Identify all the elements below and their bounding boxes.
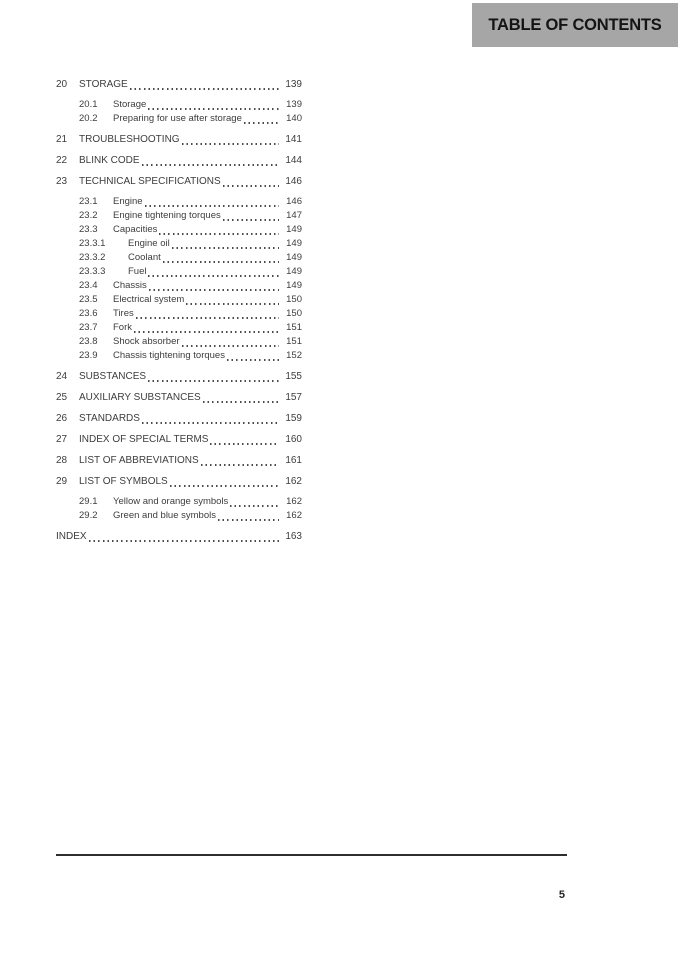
toc-entry <box>56 78 302 92</box>
toc-leader-dots <box>227 359 279 361</box>
toc-entry <box>56 237 302 251</box>
toc-entry-page: 139 <box>286 99 302 110</box>
toc-leader-dots <box>186 303 279 305</box>
toc-leader-dots <box>145 205 279 207</box>
toc-entry-page: 162 <box>286 496 302 507</box>
toc-entry-page: 146 <box>286 196 302 207</box>
toc-entry <box>56 195 302 209</box>
toc-leader-dots <box>223 219 279 221</box>
toc-entry-number: 20.1 <box>79 99 98 110</box>
toc-entry-title: Storage <box>113 99 147 110</box>
toc-entry <box>56 307 302 321</box>
toc-entry-number: 26 <box>56 413 68 424</box>
toc-leader-dots <box>130 88 279 90</box>
toc-entry-number: 29.1 <box>79 496 98 507</box>
toc-entry-page: 140 <box>286 113 302 124</box>
toc-entry-title: STANDARDS <box>79 413 140 424</box>
toc-entry-title: AUXILIARY SUBSTANCES <box>79 392 201 403</box>
toc-entry-page: 147 <box>286 210 302 221</box>
toc-entry <box>56 175 302 189</box>
toc-entry <box>56 293 302 307</box>
toc-entry-number: 23.3 <box>79 224 98 235</box>
toc-entry <box>56 98 302 112</box>
toc-leader-dots <box>159 233 279 235</box>
toc-entry-number: 23.3.2 <box>79 252 106 263</box>
toc-entry-number: 25 <box>56 392 68 403</box>
toc-entry-page: 161 <box>285 455 302 466</box>
toc-entry-page: 159 <box>285 413 302 424</box>
toc-entry-title: Engine <box>113 196 143 207</box>
toc-entry-title: Engine oil <box>128 238 170 249</box>
toc-entry-page: 162 <box>286 510 302 521</box>
toc-entry-title: Tires <box>113 308 134 319</box>
toc-entry-number: 20.2 <box>79 113 98 124</box>
toc-entry-number: 27 <box>56 434 68 445</box>
toc-entry-number: 23.4 <box>79 280 98 291</box>
toc-entry-number: 23.2 <box>79 210 98 221</box>
toc-entry-page: 152 <box>286 350 302 361</box>
toc-entry <box>56 209 302 223</box>
toc-entry-number: 23.3.3 <box>79 266 106 277</box>
toc-leader-dots <box>149 289 279 291</box>
toc-leader-dots <box>172 247 279 249</box>
toc-entry-number: 24 <box>56 371 68 382</box>
toc-entry-page: 157 <box>285 392 302 403</box>
toc-entry-title: Fork <box>113 322 132 333</box>
toc-entry-page: 149 <box>286 280 302 291</box>
toc-entry-title: TECHNICAL SPECIFICATIONS <box>79 176 221 187</box>
toc-entry <box>56 391 302 405</box>
page-title: TABLE OF CONTENTS <box>488 15 662 34</box>
toc-entry <box>56 321 302 335</box>
toc-leader-dots <box>142 164 279 166</box>
toc-list <box>56 71 302 544</box>
toc-entry-title: Capacities <box>113 224 158 235</box>
toc-entry <box>56 509 302 523</box>
toc-entry-page: 139 <box>285 79 302 90</box>
toc-entry-title: Shock absorber <box>113 336 180 347</box>
toc-entry-number: 29.2 <box>79 510 98 521</box>
toc-entry <box>56 223 302 237</box>
toc-leader-dots <box>182 345 279 347</box>
toc-leader-dots <box>201 464 279 466</box>
toc-entry-title: LIST OF ABBREVIATIONS <box>79 455 199 466</box>
toc-entry-title: Yellow and orange symbols <box>113 496 229 507</box>
toc-leader-dots <box>223 185 279 187</box>
toc-entry-page: 149 <box>286 266 302 277</box>
toc-entry-number: 23.1 <box>79 196 98 207</box>
toc-entry-page: 160 <box>285 434 302 445</box>
toc-entry <box>56 265 302 279</box>
toc-entry <box>56 279 302 293</box>
page-number: 5 <box>558 889 565 901</box>
toc-entry-page: 149 <box>286 238 302 249</box>
toc-entry <box>56 154 302 168</box>
toc-leader-dots <box>210 443 279 445</box>
toc-entry-title: Engine tightening torques <box>113 210 221 221</box>
toc-entry-page: 149 <box>286 252 302 263</box>
toc-leader-dots <box>203 401 279 403</box>
toc-entry-number: 23.3.1 <box>79 238 106 249</box>
toc-entry-number: 23.7 <box>79 322 98 333</box>
toc-entry-number: 21 <box>56 134 68 145</box>
toc-entry-page: 144 <box>285 155 302 166</box>
toc-leader-dots <box>148 275 279 277</box>
toc-entry-page: 162 <box>285 476 302 487</box>
toc-entry-title: Coolant <box>128 252 161 263</box>
toc-entry <box>56 412 302 426</box>
footer-rule <box>56 854 567 856</box>
toc-entry-page: 150 <box>286 308 302 319</box>
toc-entry <box>56 112 302 126</box>
toc-leader-dots <box>182 143 279 145</box>
toc-entry-title: Preparing for use after storage <box>113 113 242 124</box>
toc-entry-title: LIST OF SYMBOLS <box>79 476 168 487</box>
toc-entry <box>56 454 302 468</box>
toc-entry <box>56 133 302 147</box>
toc-entry-title: BLINK CODE <box>79 155 140 166</box>
toc-entry-number: 28 <box>56 455 68 466</box>
toc-entry <box>56 251 302 265</box>
toc-entry-number: 23.9 <box>79 350 98 361</box>
toc-leader-dots <box>148 380 279 382</box>
toc-entry-number: 23 <box>56 176 68 187</box>
toc-entry-title: Chassis <box>113 280 147 291</box>
toc-leader-dots <box>163 261 279 263</box>
toc-entry-title: Green and blue symbols <box>113 510 216 521</box>
toc-entry-number: 29 <box>56 476 68 487</box>
table-of-contents-header <box>472 3 678 47</box>
toc-entry-title: STORAGE <box>79 79 128 90</box>
toc-entry-page: 155 <box>285 371 302 382</box>
toc-entry-title: SUBSTANCES <box>79 371 147 382</box>
toc-leader-dots <box>142 422 279 424</box>
toc-entry <box>56 349 302 363</box>
toc-entry <box>56 335 302 349</box>
toc-entry <box>56 495 302 509</box>
toc-entry-page: 141 <box>285 134 302 145</box>
toc-entry-page: 150 <box>286 294 302 305</box>
toc-entry-page: 163 <box>285 531 302 542</box>
toc-entry-page: 151 <box>286 322 302 333</box>
toc-leader-dots <box>89 540 279 542</box>
toc-leader-dots <box>170 485 279 487</box>
toc-entry-page: 149 <box>286 224 302 235</box>
toc-leader-dots <box>230 505 279 507</box>
toc-entry-number: 20 <box>56 79 68 90</box>
toc-entry-title: TROUBLESHOOTING <box>79 134 180 145</box>
toc-leader-dots <box>218 519 279 521</box>
toc-entry-title: INDEX OF SPECIAL TERMS <box>79 434 209 445</box>
toc-leader-dots <box>148 108 279 110</box>
toc-entry <box>56 370 302 384</box>
toc-entry-number: 23.8 <box>79 336 98 347</box>
toc-entry <box>56 530 302 544</box>
toc-entry-title: Electrical system <box>113 294 185 305</box>
toc-entry <box>56 433 302 447</box>
toc-entry-number: 22 <box>56 155 68 166</box>
toc-entry <box>56 475 302 489</box>
toc-entry-title: Fuel <box>128 266 147 277</box>
toc-entry-number: 23.6 <box>79 308 98 319</box>
toc-leader-dots <box>134 331 279 333</box>
toc-entry-title: INDEX <box>56 531 87 542</box>
toc-leader-dots <box>244 122 279 124</box>
toc-entry-page: 146 <box>285 176 302 187</box>
toc-entry-page: 151 <box>286 336 302 347</box>
toc-entry-title: Chassis tightening torques <box>113 350 225 361</box>
toc-entry-number: 23.5 <box>79 294 98 305</box>
toc-leader-dots <box>136 317 279 319</box>
